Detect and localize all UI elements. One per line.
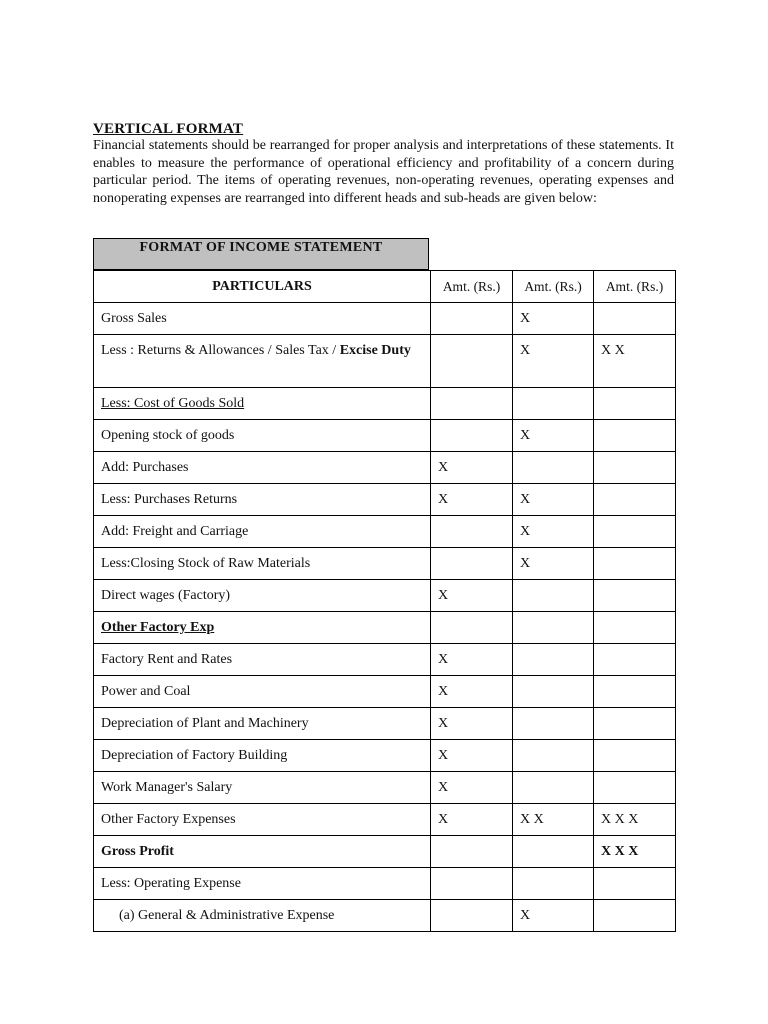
row-amt-1 <box>431 612 513 644</box>
table-row <box>94 303 676 335</box>
row-amt-2 <box>513 772 594 804</box>
row-amt-2 <box>513 676 594 708</box>
table-row <box>94 708 676 740</box>
row-amt-3 <box>594 676 676 708</box>
row-amt-3: X X <box>594 335 676 388</box>
row-amt-1: X <box>431 676 513 708</box>
row-amt-1 <box>431 335 513 388</box>
row-amt-3 <box>594 868 676 900</box>
table-row <box>94 452 676 484</box>
row-amt-1 <box>431 388 513 420</box>
section-heading: VERTICAL FORMAT <box>93 121 244 137</box>
row-amt-2: X <box>513 548 594 580</box>
row-amt-3: X X X <box>594 804 676 836</box>
row-amt-1 <box>431 900 513 932</box>
table-row <box>94 836 676 868</box>
table-row <box>94 868 676 900</box>
row-label: Less: Cost of Goods Sold <box>94 388 431 420</box>
table-row <box>94 420 676 452</box>
row-amt-1 <box>431 303 513 335</box>
row-amt-1 <box>431 836 513 868</box>
row-label: Other Factory Exp <box>94 612 431 644</box>
row-amt-1 <box>431 548 513 580</box>
row-label-text: Less : Returns & Allowances / Sales Tax / <box>101 343 340 358</box>
row-amt-2 <box>513 868 594 900</box>
row-amt-3 <box>594 612 676 644</box>
table-header-row <box>94 271 676 303</box>
row-label: Factory Rent and Rates <box>94 644 431 676</box>
row-label: Opening stock of goods <box>94 420 431 452</box>
row-amt-3 <box>594 580 676 612</box>
row-amt-3 <box>594 548 676 580</box>
row-label: Power and Coal <box>94 676 431 708</box>
table-row <box>94 644 676 676</box>
row-label: Gross Profit <box>94 836 431 868</box>
row-label: Add: Freight and Carriage <box>94 516 431 548</box>
row-amt-2 <box>513 580 594 612</box>
intro-paragraph: Financial statements should be rearranged for proper analysis and interpretations of these statements. It enables to measure the performance of operational efficiency and profitability of a concern during particular period. The items of operating revenues, non-operating revenues, operating expenses and nonoperating expenses are rearranged into different heads and sub-heads are given below: <box>93 138 674 206</box>
table-row <box>94 900 676 932</box>
table-row <box>94 740 676 772</box>
row-amt-2 <box>513 452 594 484</box>
row-amt-2 <box>513 644 594 676</box>
row-label: Depreciation of Plant and Machinery <box>94 708 431 740</box>
col-header-amt-1: Amt. (Rs.) <box>431 271 513 303</box>
col-header-amt-2: Amt. (Rs.) <box>513 271 594 303</box>
table-row <box>94 676 676 708</box>
row-amt-3 <box>594 772 676 804</box>
row-amt-2 <box>513 708 594 740</box>
row-amt-2 <box>513 388 594 420</box>
row-label: Work Manager's Salary <box>94 772 431 804</box>
row-amt-1: X <box>431 484 513 516</box>
row-amt-3 <box>594 420 676 452</box>
row-label: (a) General & Administrative Expense <box>94 900 431 932</box>
table-row <box>94 772 676 804</box>
row-amt-1: X <box>431 580 513 612</box>
row-label: Add: Purchases <box>94 452 431 484</box>
table-row <box>94 388 676 420</box>
row-label: Less: Purchases Returns <box>94 484 431 516</box>
table-row <box>94 484 676 516</box>
row-label: Less: Operating Expense <box>94 868 431 900</box>
row-amt-3: X X X <box>594 836 676 868</box>
row-amt-3 <box>594 740 676 772</box>
row-amt-1: X <box>431 804 513 836</box>
row-amt-3 <box>594 900 676 932</box>
table-row <box>94 335 676 388</box>
row-amt-3 <box>594 644 676 676</box>
row-amt-2 <box>513 740 594 772</box>
row-label: Direct wages (Factory) <box>94 580 431 612</box>
row-amt-3 <box>594 708 676 740</box>
table-row <box>94 580 676 612</box>
col-header-amt-3: Amt. (Rs.) <box>594 271 676 303</box>
row-amt-2: X X <box>513 804 594 836</box>
row-amt-1: X <box>431 644 513 676</box>
row-label: Gross Sales <box>94 303 431 335</box>
row-amt-3 <box>594 388 676 420</box>
col-header-particulars: PARTICULARS <box>94 271 431 303</box>
row-amt-2: X <box>513 516 594 548</box>
row-amt-1: X <box>431 452 513 484</box>
row-amt-3 <box>594 484 676 516</box>
table-row <box>94 612 676 644</box>
row-amt-1: X <box>431 772 513 804</box>
row-amt-3 <box>594 303 676 335</box>
table-row <box>94 804 676 836</box>
row-amt-2: X <box>513 484 594 516</box>
row-amt-2 <box>513 836 594 868</box>
table-row <box>94 516 676 548</box>
row-amt-2: X <box>513 335 594 388</box>
row-amt-1 <box>431 868 513 900</box>
table-title: FORMAT OF INCOME STATEMENT <box>93 238 429 270</box>
row-amt-1: X <box>431 740 513 772</box>
row-amt-2: X <box>513 303 594 335</box>
row-amt-2: X <box>513 420 594 452</box>
row-amt-1 <box>431 516 513 548</box>
row-label: Less:Closing Stock of Raw Materials <box>94 548 431 580</box>
row-amt-3 <box>594 452 676 484</box>
row-amt-1: X <box>431 708 513 740</box>
row-amt-2: X <box>513 900 594 932</box>
table-row <box>94 548 676 580</box>
row-amt-3 <box>594 516 676 548</box>
row-amt-2 <box>513 612 594 644</box>
row-label-bold-text: Excise Duty <box>339 343 411 358</box>
row-label <box>94 335 431 388</box>
income-statement-table <box>93 270 676 932</box>
row-amt-1 <box>431 420 513 452</box>
row-label: Depreciation of Factory Building <box>94 740 431 772</box>
row-label: Other Factory Expenses <box>94 804 431 836</box>
